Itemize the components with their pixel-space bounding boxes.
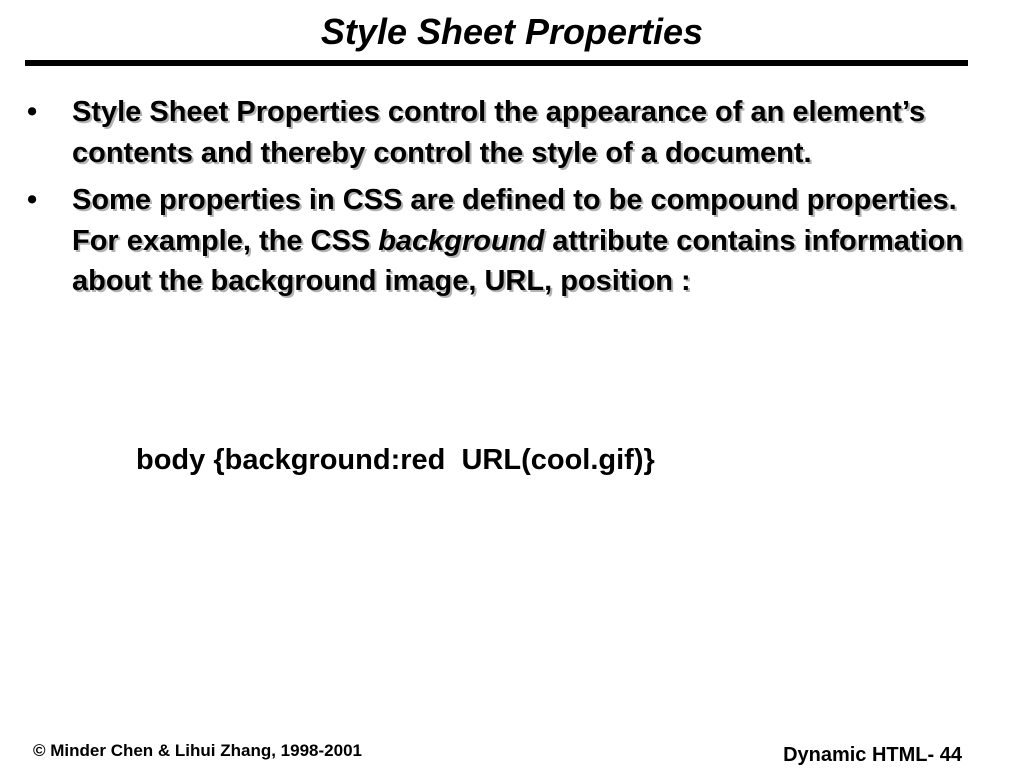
bullet-marker: • (27, 184, 38, 216)
bullet-text-segment: Style Sheet Properties control the appearance of an element’s contents and thereby control the style of a document. (72, 96, 926, 169)
code-example: body {background:red URL(cool.gif)} (136, 444, 655, 476)
bullet-text (72, 184, 963, 297)
title-divider (25, 60, 968, 66)
bullet-text (72, 96, 925, 169)
bullet-text-segment: Some properties in CSS are defined to be compound properties. For example, the CSS (72, 184, 957, 257)
bullet-item (27, 180, 977, 302)
bullet-item (27, 92, 977, 173)
footer-page-label: Dynamic HTML- 44 (783, 744, 962, 766)
bullet-marker: • (27, 96, 38, 128)
footer-copyright: © Minder Chen & Lihui Zhang, 1998-2001 (33, 741, 362, 760)
bullet-text-segment: attribute contains information about the background image, URL, position : (72, 224, 964, 297)
slide-title: Style Sheet Properties (320, 11, 704, 52)
slide-content (27, 92, 977, 309)
bullet-text-emphasis: background (378, 224, 545, 257)
